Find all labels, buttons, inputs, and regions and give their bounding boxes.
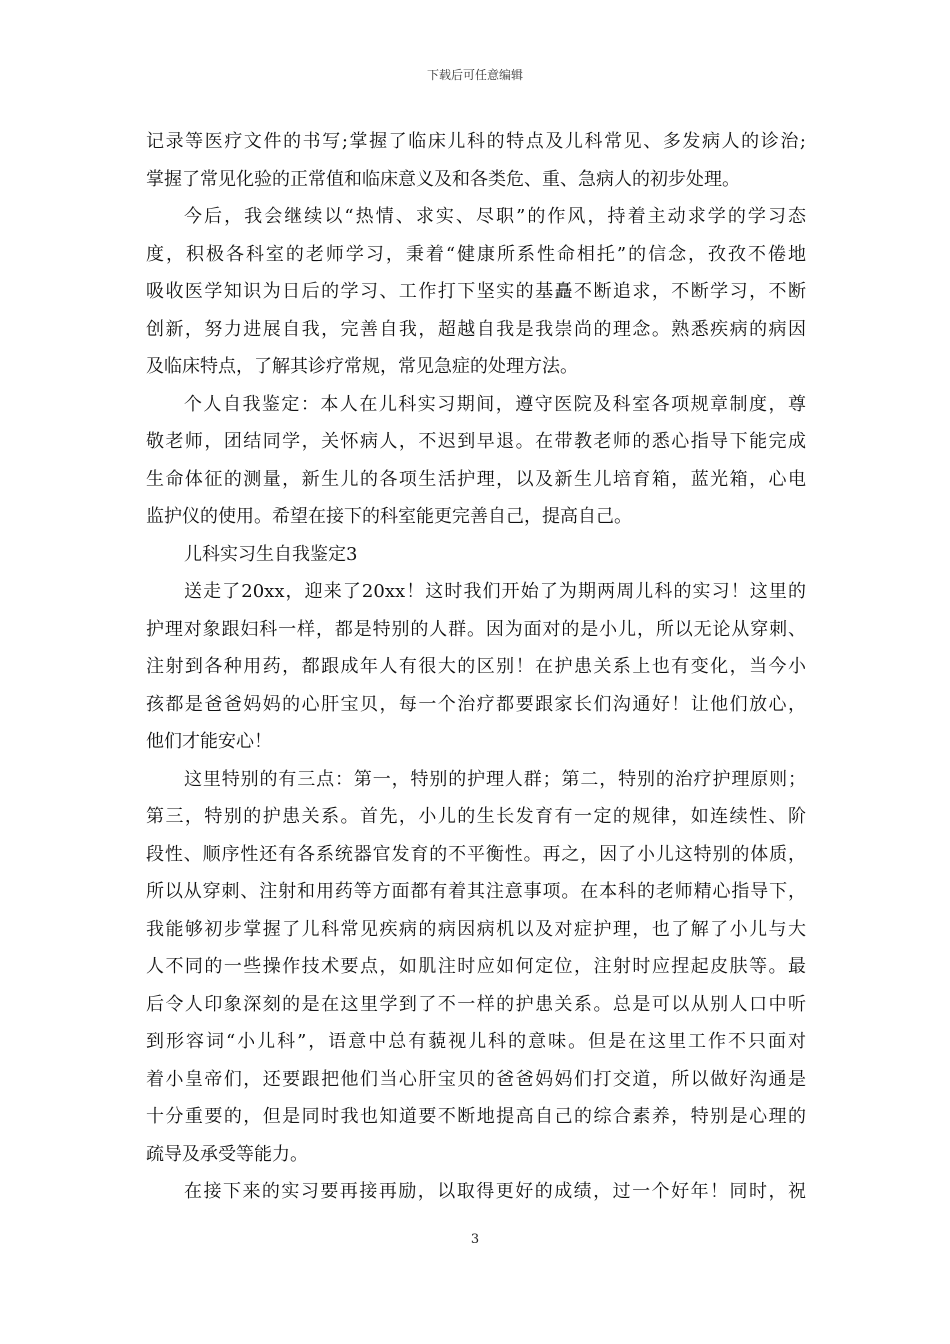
text-line: 疏导及承受等能力。	[146, 1143, 308, 1165]
paragraph-start-line: 这里特别的有三点：第一，特别的护理人群；第二，特别的治疗护理原则；	[184, 768, 806, 790]
text-line: 度，积极各科室的老师学习，秉着“健康所系性命相托”的信念，孜孜不倦地	[146, 243, 806, 265]
section-heading: 儿科实习生自我鉴定3	[184, 543, 358, 565]
text-line: 段性、顺序性还有各系统器官发育的不平衡性。再之，因了小儿这特别的体质，	[146, 843, 806, 865]
paragraph-start-line: 送走了20xx，迎来了20xx！这时我们开始了为期两周儿科的实习！这里的	[184, 581, 806, 602]
text-line: 所以从穿刺、注射和用药等方面都有着其注意事项。在本科的老师精心指导下，	[146, 881, 806, 902]
text-line: 创新，努力进展自我，完善自我，超越自我是我崇尚的理念。熟悉疾病的病因	[146, 318, 806, 340]
text-line: 着小皇帝们，还要跟把他们当心肝宝贝的爸爸妈妈们打交道，所以做好沟通是	[146, 1068, 806, 1090]
text-line: 监护仪的使用。希望在接下的科室能更完善自己，提高自己。	[146, 506, 632, 527]
text-line: 掌握了常见化验的正常值和临床意义及和各类危、重、急病人的初步处理。	[146, 168, 740, 190]
text-line: 敬老师，团结同学，关怀病人，不迟到早退。在带教老师的悉心指导下能完成	[146, 431, 806, 452]
text-line: 生命体征的测量，新生儿的各项生活护理，以及新生儿培育箱，蓝光箱，心电	[146, 468, 806, 490]
paragraph-start-line: 今后，我会继续以“热情、求实、尽职”的作风，持着主动求学的学习态	[184, 206, 806, 227]
text-line: 到形容词“小儿科”，语意中总有藐视儿科的意味。但是在这里工作不只面对	[146, 1031, 806, 1052]
text-line: 后令人印象深刻的是在这里学到了不一样的护患关系。总是可以从别人口中听	[146, 993, 806, 1015]
text-line: 孩都是爸爸妈妈的心肝宝贝，每一个治疗都要跟家长们沟通好！让他们放心，	[146, 693, 806, 715]
page-number: 3	[470, 1232, 480, 1247]
text-line: 第三，特别的护患关系。首先，小儿的生长发育有一定的规律，如连续性、阶	[146, 806, 806, 827]
page-header: 下载后可任意编辑	[426, 68, 523, 82]
text-line: 我能够初步掌握了儿科常见疾病的病因病机以及对症护理，也了解了小儿与大	[146, 918, 806, 940]
text-line: 他们才能安心！	[146, 731, 272, 752]
text-line: 及临床特点，了解其诊疗常规，常见急症的处理方法。	[146, 356, 578, 377]
text-line: 注射到各种用药，都跟成年人有很大的区别！在护患关系上也有变化，当今小	[146, 656, 806, 677]
text-line: 记录等医疗文件的书写;掌握了临床儿科的特点及儿科常见、多发病人的诊治;	[146, 131, 806, 152]
paragraph-start-line: 个人自我鉴定：本人在儿科实习期间，遵守医院及科室各项规章制度，尊	[184, 393, 806, 415]
text-line: 人不同的一些操作技术要点，如肌注时应如何定位，注射时应捏起皮肤等。最	[146, 956, 806, 977]
text-line: 吸收医学知识为日后的学习、工作打下坚实的基矗不断追求，不断学习，不断	[146, 281, 806, 302]
paragraph-start-line: 在接下来的实习要再接再励，以取得更好的成绩，过一个好年！同时，祝	[184, 1181, 806, 1202]
text-line: 护理对象跟妇科一样，都是特别的人群。因为面对的是小儿，所以无论从穿刺、	[146, 618, 806, 640]
text-line: 十分重要的，但是同时我也知道要不断地提高自己的综合素养，特别是心理的	[146, 1106, 806, 1127]
document-body	[146, 123, 806, 1211]
